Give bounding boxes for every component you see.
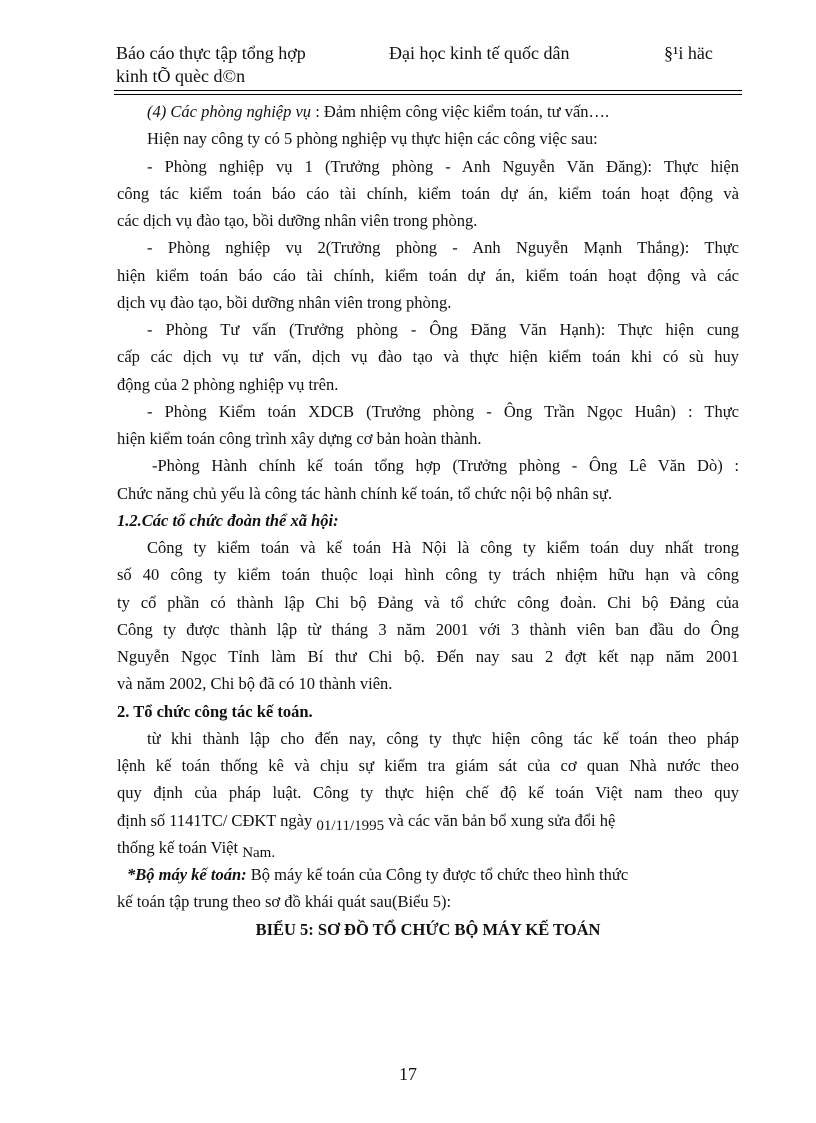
party-line1: Công ty kiểm toán và kế toán Hà Nội là công ty kiểm toán duy nhất trong [147, 538, 739, 557]
consulting-line2: cấp các dịch vụ tư vấn, dịch vụ đào tạo và thực hiện kiểm toán khi có sù huy [117, 347, 739, 367]
apparatus-line2: kế toán tập trung theo sơ đồ khái quát sau(Biểu 5): [117, 892, 452, 912]
decision-date: 01/11/1995 [316, 817, 385, 834]
dept2-line3: dịch vụ đào tạo, bồi dưỡng nhân viên trong phòng. [117, 292, 452, 312]
header-right-garbled: §¹i häc [664, 43, 713, 63]
admin-line2: Chức năng chủ yếu là công tác hành chính kế toán, tổ chức nội bộ nhân sự. [117, 483, 613, 503]
dept2-line1: - Phòng nghiệp vụ 2(Trưởng phòng - Anh Nguyễn Mạnh Thắng): Thực [147, 238, 739, 258]
accounting-line3: quy định của pháp luật. Công ty thực hiện chế độ kế toán Việt nam theo quy [117, 783, 739, 803]
page-number: 17 [399, 1064, 417, 1084]
party-line5: Nguyễn Ngọc Tỉnh làm Bí thư Chi bộ. Đến nay sau 2 đợt kết nạp năm 2001 [117, 647, 739, 666]
apparatus-line1: *Bộ máy kế toán: Bộ máy kế toán của Công ty được tổ chức theo hình thức [127, 865, 629, 884]
dept2-line2: hiện kiểm toán báo cáo tài chính, kiểm toán dự án, kiểm toán hoạt động và các [117, 265, 739, 285]
header-university: Đại học kinh tế quốc dân [389, 43, 570, 63]
header-rule-top [114, 90, 742, 91]
header-rule-bottom [114, 94, 742, 95]
accounting-line1: từ khi thành lập cho đến nay, công ty thực hiện công tác kế toán theo pháp [147, 728, 739, 748]
admin-line1: -Phòng Hành chính kế toán tổng hợp (Trưởng phòng - Ông Lê Văn Dò) : [152, 456, 739, 476]
header-report-title: Báo cáo thực tập tổng hợp [116, 43, 306, 63]
header-university-garbled: kinh tÕ quèc d©n [116, 66, 246, 86]
section-heading-1-2: 1.2.Các tổ chức đoàn thể xã hội: [117, 510, 339, 530]
party-line3: ty cổ phần có thành lập Chi bộ Đảng và tổ chức công đoàn. Chi bộ Đảng của [117, 592, 739, 612]
dept1-line2: công tác kiểm toán báo cáo tài chính, kiểm toán dự án, kiểm toán hoạt động và [117, 183, 739, 203]
figure-title: BIỂU 5: SƠ ĐỒ TỔ CHỨC BỘ MÁY KẾ TOÁN [255, 919, 601, 939]
paragraph-five-departments: Hiện nay công ty có 5 phòng nghiệp vụ thực hiện các công việc sau: [147, 129, 598, 149]
dept1-line1: - Phòng nghiệp vụ 1 (Trưởng phòng - Anh Nguyễn Văn Đăng): Thực hiện [147, 156, 739, 176]
section-heading-2: 2. Tổ chức công tác kế toán. [117, 701, 313, 721]
departments-label: (4) Các phòng nghiệp vụ [147, 102, 312, 121]
accounting-line4: định số 1141TC/ CĐKT ngày 01/11/1995 và các văn bản bổ xung sửa đổi hệ [117, 810, 616, 834]
document-body [117, 98, 739, 943]
consulting-line3: động của 2 phòng nghiệp vụ trên. [117, 374, 339, 394]
party-line6: và năm 2002, Chi bộ đã có 10 thành viên. [117, 674, 393, 694]
xdcb-line2: hiện kiểm toán công trình xây dựng cơ bản hoàn thành. [117, 429, 482, 448]
party-line4: Công ty được thành lập từ tháng 3 năm 2001 với 3 thành viên ban đầu do Ông [117, 619, 739, 639]
dept1-line3: các dịch vụ đào tạo, bồi dưỡng nhân viên trong phòng. [117, 211, 478, 230]
apparatus-label: *Bộ máy kế toán: [127, 865, 247, 884]
xdcb-line1: - Phòng Kiểm toán XDCB (Trưởng phòng - Ông Trần Ngọc Huân) : Thực [147, 401, 739, 421]
consulting-line1: - Phòng Tư vấn (Trưởng phòng - Ông Đăng Văn Hạnh): Thực hiện cung [147, 320, 739, 339]
paragraph-departments-intro: (4) Các phòng nghiệp vụ : Đảm nhiệm công việc kiểm toán, tư vấn…. [147, 102, 610, 121]
accounting-line5: thống kế toán Việt Nam. [117, 837, 276, 861]
party-line2: số 40 công ty kiểm toán thuộc loại hình công ty trách nhiệm hữu hạn và công [117, 565, 739, 585]
accounting-line2: lệnh kế toán thống kê và chịu sự kiểm tra giám sát của cơ quan Nhà nước theo [117, 756, 739, 775]
